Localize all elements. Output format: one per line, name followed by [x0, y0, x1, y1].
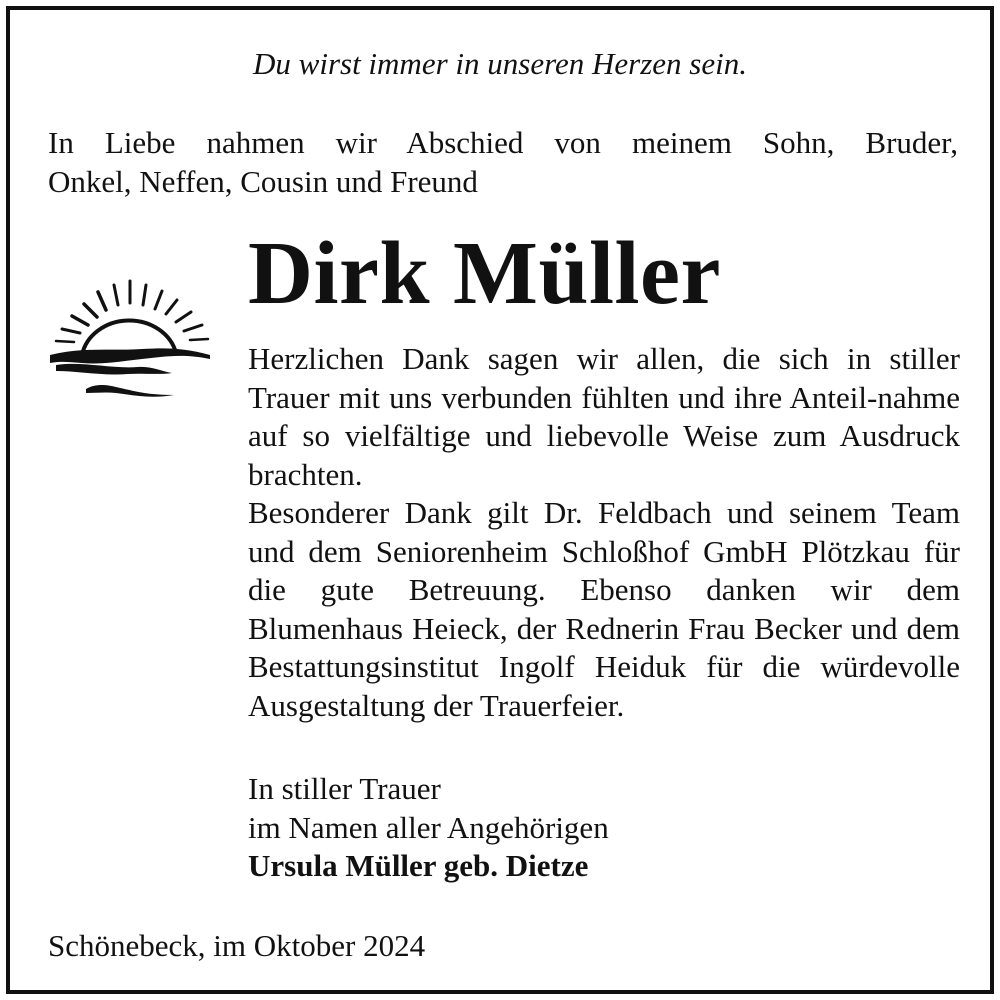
- obituary-notice: [6, 6, 994, 994]
- place-date: Schönebeck, im Oktober 2024: [48, 928, 426, 963]
- sign-name: Ursula Müller geb. Dietze: [248, 848, 589, 883]
- intro-line-2: Onkel, Neffen, Cousin und Freund: [48, 164, 478, 199]
- motto: Du wirst immer in unseren Herzen sein.: [253, 46, 747, 81]
- thanks-paragraph-2: Besonderer Dank gilt Dr. Feldbach und seinem Team und dem Seniorenheim Schloßhof GmbH Plötzkau für die gute Betreuung. Ebenso danken wir dem Blumenhaus Heieck, der Rednerin Frau Becker und dem Bestattungsinstitut Ingolf Heiduk für die würdevolle Ausgestaltung der Trauerfeier.: [248, 495, 960, 723]
- sunset-over-water-icon: [42, 267, 212, 407]
- sign-line-1: In stiller Trauer: [248, 771, 441, 806]
- deceased-name: Dirk Müller: [248, 224, 721, 323]
- thanks-text: [248, 340, 960, 725]
- intro-text: [48, 123, 958, 201]
- intro-line-1: In Liebe nahmen wir Abschied von meinem Sohn, Bruder,: [48, 125, 958, 160]
- thanks-paragraph-1: Herzlichen Dank sagen wir allen, die sich in stiller Trauer mit uns verbunden fühlten und ihre Anteil-nahme auf so vielfältige und liebevolle Weise zum Ausdruck brachten.: [248, 341, 960, 492]
- signature-block: [248, 770, 609, 886]
- sign-line-2: im Namen aller Angehörigen: [248, 809, 609, 845]
